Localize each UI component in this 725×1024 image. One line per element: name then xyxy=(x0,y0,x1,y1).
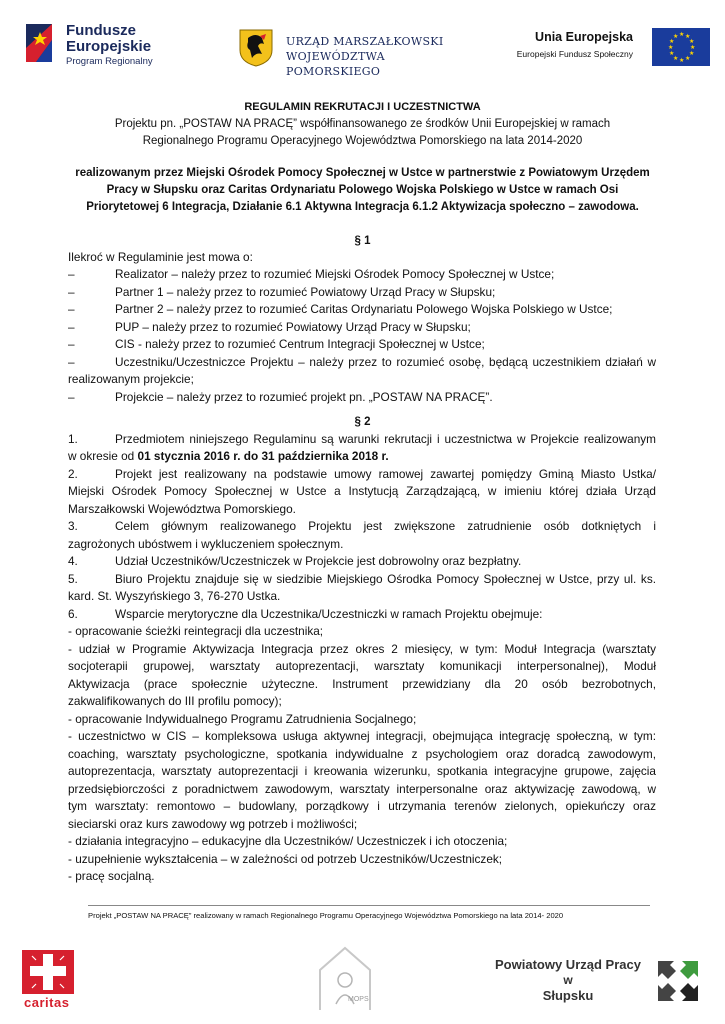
dash-marker: – xyxy=(68,267,75,281)
support-item-cont: zakwalifikowanych do III profilu pomocy); xyxy=(68,694,282,708)
pup-arrows-icon xyxy=(654,957,702,1005)
um-line1: URZĄD MARSZAŁKOWSKI xyxy=(286,35,444,48)
paragraph-1-line-b xyxy=(68,448,656,466)
support-item: - pracę socjalną. xyxy=(68,869,155,883)
fe-line2: Europejskie xyxy=(66,38,152,55)
definition-item: PUP – należy przez to rozumieć Powiatowy Urząd Pracy w Słupsku; xyxy=(115,320,471,334)
support-item-cont: sieciarski oraz kurs zawodowy wg potrzeb i możliwości; xyxy=(68,817,358,831)
svg-text:★: ★ xyxy=(679,31,685,38)
svg-text:★: ★ xyxy=(689,38,695,45)
pup-line1: Powiatowy Urząd Pracy xyxy=(495,957,641,972)
support-item-cont: Aktywizacja (prace społecznie użyteczne. Instrument przewidziany dla 20 osób bezrobotnych, xyxy=(68,677,656,691)
um-logo xyxy=(238,28,468,78)
ue-logo xyxy=(500,28,710,68)
paragraph-number: 5. xyxy=(68,572,78,586)
pup-logo xyxy=(470,957,710,1009)
paragraph-1-period-prefix: w okresie od xyxy=(68,449,138,463)
dash-marker: – xyxy=(68,302,75,316)
support-item: - opracowanie ścieżki reintegracji dla uczestnika; xyxy=(68,624,324,638)
svg-text:★: ★ xyxy=(673,33,679,40)
paragraph-number: 4. xyxy=(68,554,78,568)
support-item-cont: przedsiębiorczości z poradnictwem zawodowym, warsztaty interpersonalne oraz aktywizację zawodową, w xyxy=(68,782,656,796)
pup-line2: w xyxy=(563,973,573,987)
support-item-cont: tym warsztaty: remontowo – budowlany, porządkowy i utrzymania terenów zielonych, opiekuńczy oraz xyxy=(68,799,656,813)
paragraph-number: 1. xyxy=(68,432,78,446)
paragraph-3-line-b: zagrożonych ubóstwem i wykluczeniem społecznym. xyxy=(68,537,344,551)
dash-marker: – xyxy=(68,355,75,369)
svg-text:★: ★ xyxy=(669,50,675,57)
dash-marker: – xyxy=(68,390,75,404)
paragraph-5-line-a: Biuro Projektu znajduje się w siedzibie Miejskiego Ośrodka Pomocy Społecznej w Ustce, przy ul. ks. xyxy=(115,572,656,586)
definition-item: CIS - należy przez to rozumieć Centrum Integracji Społecznej w Ustce; xyxy=(115,337,485,351)
paragraph-2-line-a: Projekt jest realizowany na podstawie umowy ramowej zawartej pomiędzy Gminą Miasto Ustka/ xyxy=(115,467,656,481)
svg-text:★: ★ xyxy=(679,57,685,64)
fe-flag-icon xyxy=(22,18,66,68)
doc-title: REGULAMIN REKRUTACJI I UCZESTNICTWA xyxy=(244,101,481,113)
support-item-cont: coaching, warsztaty psychologiczne, spotkania indywidualne z psychologiem oraz doradcą zawodowym, xyxy=(68,747,656,761)
doc-partnership-2: Pracy w Słupsku oraz Caritas Ordynariatu Polowego Wojska Polskiego w Ustce w ramach Osi xyxy=(106,184,619,196)
paragraph-1-period: 01 stycznia 2016 r. do 31 października 2018 r. xyxy=(137,449,389,463)
paragraph-5-line-b: kard. St. Wyszyńskiego 3, 76-270 Ustka. xyxy=(68,589,281,603)
svg-text:★: ★ xyxy=(669,38,675,45)
griffin-crest-icon xyxy=(238,28,274,68)
support-item: - uczestnictwo w CIS – kompleksowa usługa aktywnej integracji, obejmująca integrację społeczną, w tym: xyxy=(68,729,656,743)
dash-marker: – xyxy=(68,320,75,334)
definition-item: Partner 2 – należy przez to rozumieć Caritas Ordynariatu Polowego Wojska Polskiego w Ustce; xyxy=(115,302,613,316)
caritas-cross-icon xyxy=(22,950,74,994)
support-item: - uzupełnienie wykształcenia – w zależności od potrzeb Uczestników/Uczestniczek; xyxy=(68,852,503,866)
footer-divider xyxy=(88,905,650,906)
svg-text:★: ★ xyxy=(673,55,679,62)
support-item: - działania integracyjno – edukacyjne dla Uczestników/ Uczestniczek i ich otoczenia; xyxy=(68,834,508,848)
support-item-cont: autoprezentacja, warsztaty autoprezentacji i kreowania wizerunku, spotkania integracyjne grupowe, zajęcia xyxy=(68,764,656,778)
paragraph-number: 2. xyxy=(68,467,78,481)
doc-partnership-3: Priorytetowej 6 Integracja, Działanie 6.1 Aktywna Integracja 6.1.2 Aktywizacja społeczno – zawodowa. xyxy=(86,201,639,213)
section-1-intro: Ilekroć w Regulaminie jest mowa o: xyxy=(68,250,253,264)
paragraph-number: 3. xyxy=(68,519,78,533)
support-item: - udział w Programie Aktywizacja Integracja przez okres 2 miesięcy, w tym: Moduł Integracja (warsztaty xyxy=(68,642,656,656)
fe-line3: Program Regionalny xyxy=(66,56,153,67)
paragraph-2-line-c: Marszałkowski Województwa Pomorskiego. xyxy=(68,502,296,516)
paragraph-6-line-a: Wsparcie merytoryczne dla Uczestnika/Uczestniczki w ramach Projektu obejmuje: xyxy=(115,607,543,621)
definition-item: Projekcie – należy przez to rozumieć projekt pn. „POSTAW NA PRACĘ”. xyxy=(115,390,493,404)
svg-text:★: ★ xyxy=(685,55,691,62)
support-item: - opracowanie Indywidualnego Programu Zatrudnienia Socjalnego; xyxy=(68,712,417,726)
paragraph-4-line-a: Udział Uczestników/Uczestniczek w Projekcie jest dobrowolny oraz bezpłatny. xyxy=(115,554,522,568)
fe-line1: Fundusze xyxy=(66,22,136,39)
section-2-heading: § 2 xyxy=(354,416,371,428)
doc-subtitle-2: Regionalnego Programu Operacyjnego Województwa Pomorskiego na lata 2014-2020 xyxy=(142,135,583,147)
paragraph-2-line-b: Miejski Ośrodek Pomocy Społecznej w Ustce a Instytucją Zarządzającą, w imieniu której działa Urząd xyxy=(68,484,656,498)
paragraph-1-line-a: Przedmiotem niniejszego Regulaminu są warunki rekrutacji i uczestnictwa w Projekcie realizowanym xyxy=(115,432,656,446)
doc-subtitle-1: Projektu pn. „POSTAW NA PRACĘ” współfinansowanego ze środków Unii Europejskiej w ramach xyxy=(114,118,611,130)
um-line2: WOJEWÓDZTWA POMORSKIEGO xyxy=(286,50,385,78)
mops-label: MOPS xyxy=(348,996,369,1003)
paragraph-number: 6. xyxy=(68,607,78,621)
svg-text:★: ★ xyxy=(689,50,695,57)
svg-text:★: ★ xyxy=(685,33,691,40)
definition-item: Realizator – należy przez to rozumieć Miejski Ośrodek Pomocy Społecznej w Ustce; xyxy=(115,267,555,281)
support-item-cont: socjoterapii grupowej, warsztaty autoprezentacji, warsztaty komunikacji interpersonalnej), Moduł xyxy=(68,659,656,673)
doc-partnership-1: realizowanym przez Miejski Ośrodek Pomocy Społecznej w Ustce w partnerstwie z Powiatowym Urzędem xyxy=(75,167,650,179)
footer-note: Projekt „POSTAW NA PRACĘ” realizowany w ramach Regionalnego Programu Operacyjnego Województwa Pomorskiego na lata 2014- 2020 xyxy=(88,911,564,920)
definition-item-continuation: realizowanym projekcie; xyxy=(68,372,194,386)
fe-logo xyxy=(22,16,182,76)
svg-text:★: ★ xyxy=(690,44,696,51)
definition-item: Partner 1 – należy przez to rozumieć Powiatowy Urząd Pracy w Słupsku; xyxy=(115,285,496,299)
section-1-heading: § 1 xyxy=(354,235,371,247)
dash-marker: – xyxy=(68,285,75,299)
ue-line1: Unia Europejska xyxy=(535,30,633,44)
ue-line2: Europejski Fundusz Społeczny xyxy=(516,49,633,59)
mops-logo xyxy=(314,942,376,1012)
pup-line3: Słupsku xyxy=(542,988,594,1003)
eu-flag-icon xyxy=(652,28,710,66)
paragraph-3-line-a: Celem głównym realizowanego Projektu jest zwiększone zatrudnienie osób dotkniętych i xyxy=(115,519,656,533)
caritas-logo xyxy=(22,950,74,1012)
caritas-label: caritas xyxy=(24,995,70,1010)
definition-item: Uczestniku/Uczestniczce Projektu – należy przez to rozumieć osobę, będącą uczestnikiem działań w xyxy=(115,355,656,369)
dash-marker: – xyxy=(68,337,75,351)
svg-text:★: ★ xyxy=(668,44,674,51)
